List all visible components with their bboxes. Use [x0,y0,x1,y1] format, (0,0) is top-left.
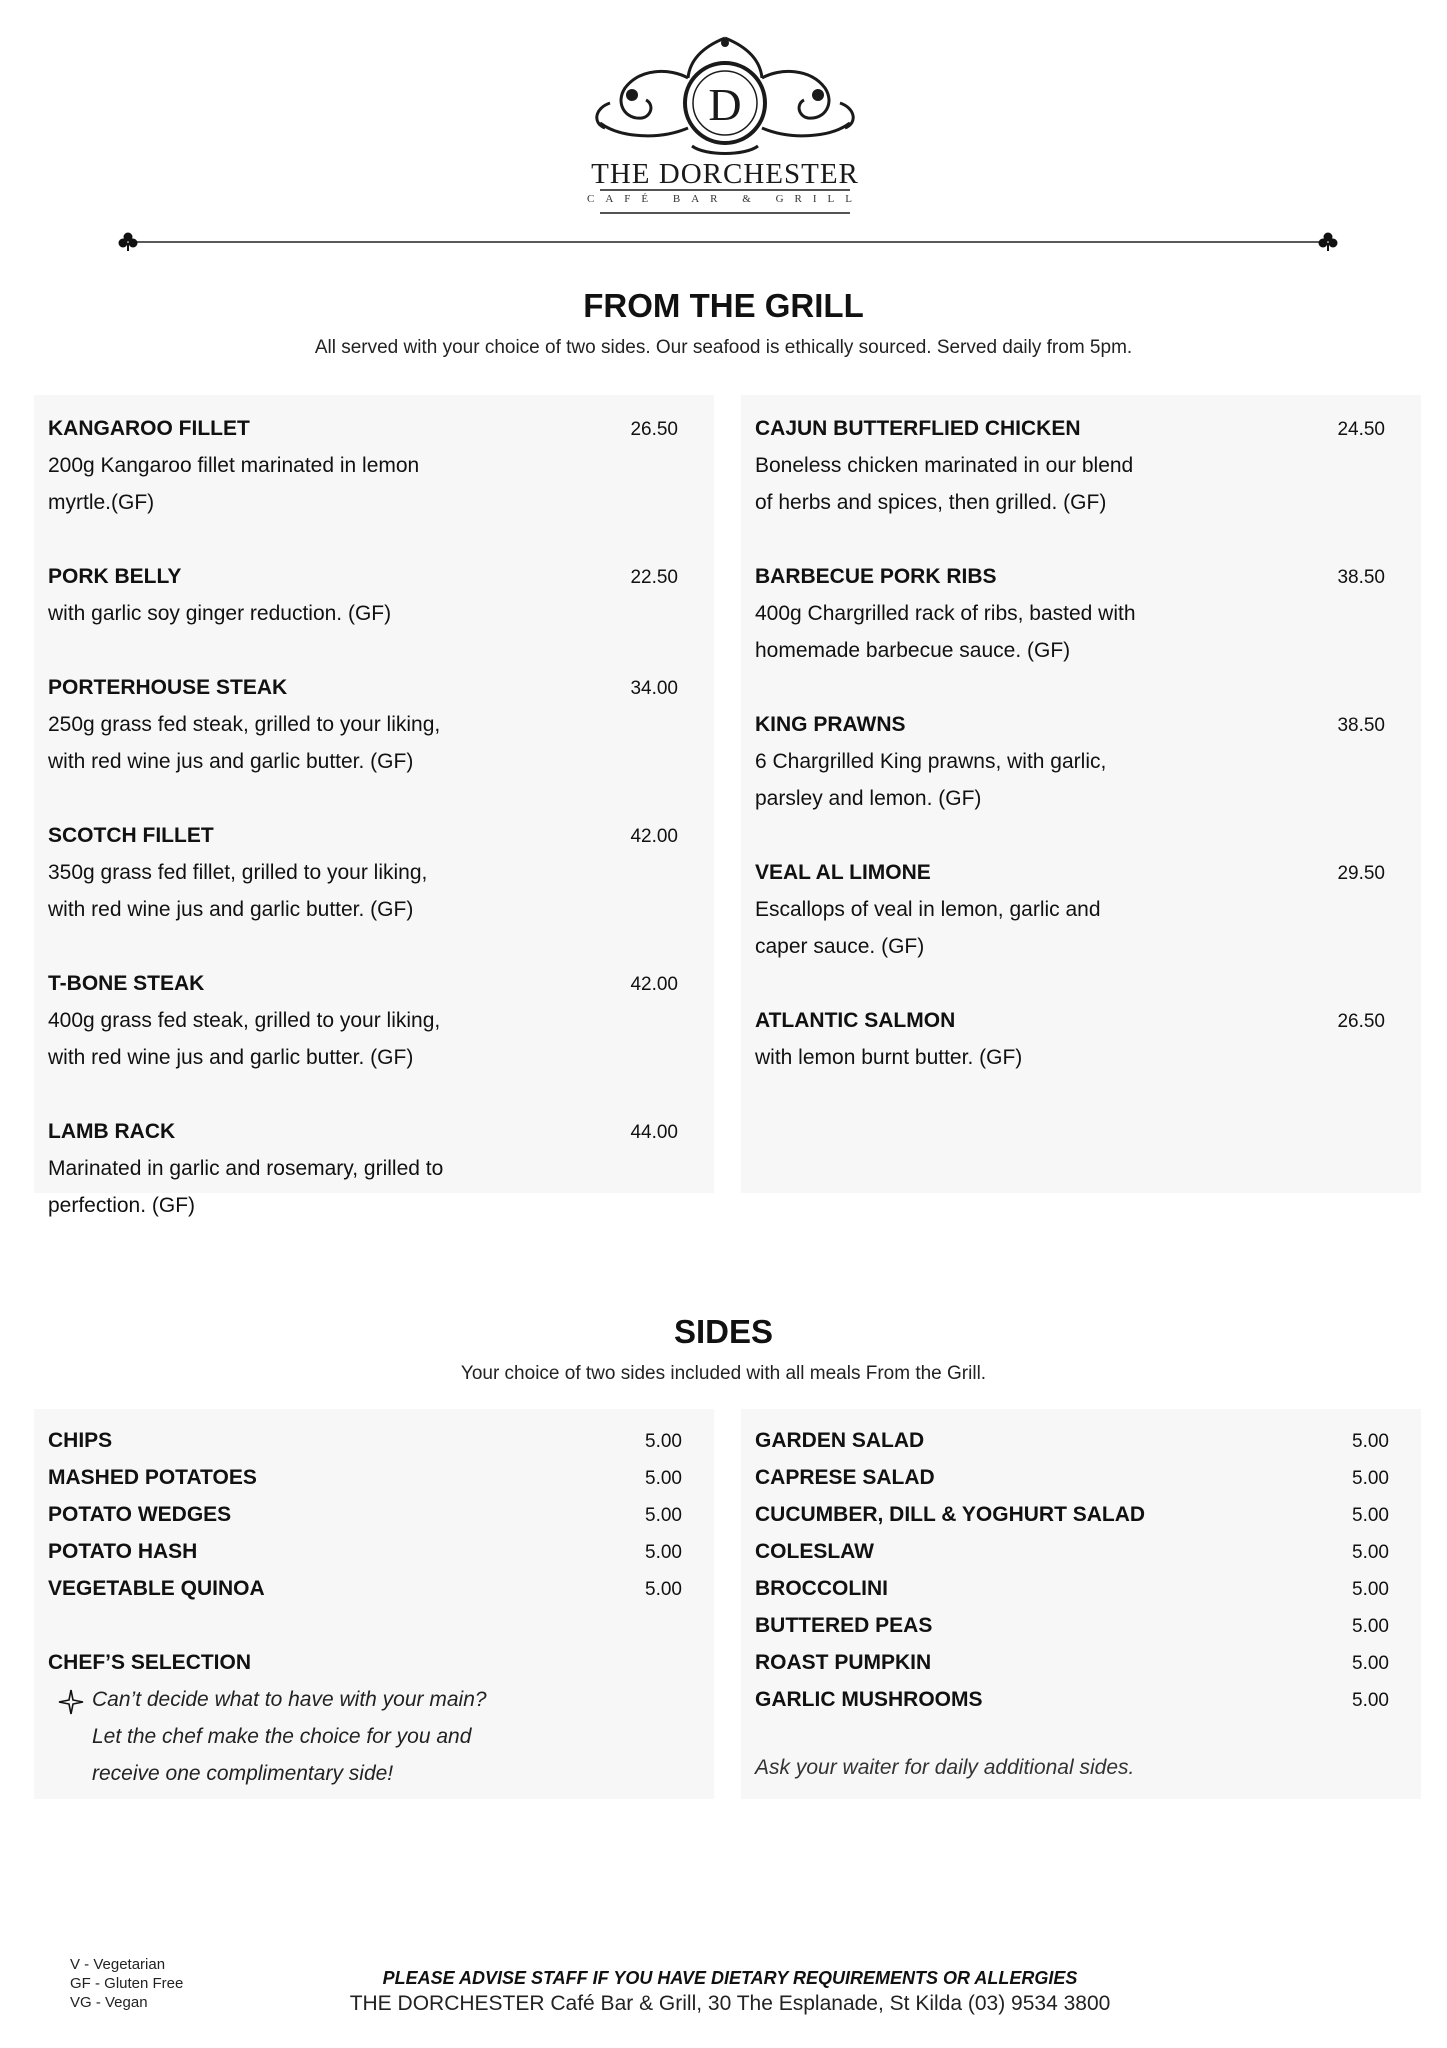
menu-item-description: of herbs and spices, then grilled. (GF) [755,491,1107,514]
side-item [34,1459,714,1496]
menu-item-name: KING PRAWNS [755,713,906,736]
side-item-price: 5.00 [1352,1690,1389,1711]
legend-item: VG - Vegan [70,1994,148,2011]
grill-left-panel [34,395,714,1217]
side-item-name: COLESLAW [755,1540,874,1563]
menu-item-price: 38.50 [1337,567,1385,588]
menu-item-description: with garlic soy ginger reduction. (GF) [48,602,392,625]
menu-item-price: 26.50 [1337,1011,1385,1032]
menu-item [741,1002,1421,1076]
menu-item-description: Marinated in garlic and rosemary, grilled to [48,1157,444,1180]
side-item-name: VEGETABLE QUINOA [48,1577,265,1600]
menu-item-name: KANGAROO FILLET [48,417,250,440]
side-item-name: ROAST PUMPKIN [755,1651,932,1674]
menu-item-name: PORTERHOUSE STEAK [48,676,288,699]
sides-title: SIDES [673,1313,774,1350]
side-item-price: 5.00 [1352,1653,1389,1674]
restaurant-logo [580,28,870,218]
menu-item-description: with red wine jus and garlic butter. (GF) [48,750,414,773]
restaurant-address: THE DORCHESTER Café Bar & Grill, 30 The Esplanade, St Kilda (03) 9534 3800 [349,1992,1111,2015]
side-item-name: CAPRESE SALAD [755,1466,935,1489]
sides-left-panel [34,1409,714,1799]
menu-item-header [755,558,1385,595]
chefs-selection-line: receive one complimentary side! [92,1762,394,1785]
header-divider [118,230,1338,254]
menu-item-description: 400g grass fed steak, grilled to your liking, [48,1009,441,1032]
side-item-name: POTATO HASH [48,1540,198,1563]
chefs-selection-line: Let the chef make the choice for you and [92,1725,472,1748]
menu-item-description: Escallops of veal in lemon, garlic and [755,898,1101,921]
side-item-price: 5.00 [645,1542,682,1563]
club-ornament-icon [119,233,138,252]
menu-item-price: 44.00 [630,1122,678,1143]
menu-item-name: VEAL AL LIMONE [755,861,931,884]
menu-item [34,558,714,632]
sides-subtitle: Your choice of two sides included with all meals From the Grill. [460,1363,987,1384]
side-item [741,1459,1421,1496]
menu-item-price: 38.50 [1337,715,1385,736]
menu-item-name: SCOTCH FILLET [48,824,214,847]
side-item [34,1496,714,1533]
menu-item-description: with red wine jus and garlic butter. (GF) [48,898,414,921]
chefs-selection-title: CHEF’S SELECTION [48,1651,252,1674]
side-item-price: 5.00 [1352,1579,1389,1600]
side-item-price: 5.00 [645,1505,682,1526]
menu-item-description: homemade barbecue sauce. (GF) [755,639,1071,662]
side-item-price: 5.00 [1352,1616,1389,1637]
side-item-name: GARLIC MUSHROOMS [755,1688,983,1711]
menu-item-header [48,817,678,854]
side-item-name: GARDEN SALAD [755,1429,925,1452]
side-item [34,1570,714,1607]
logo-name: THE DORCHESTER [591,158,859,190]
side-item-price: 5.00 [645,1431,682,1452]
side-item-price: 5.00 [645,1468,682,1489]
menu-item-header [48,1113,678,1150]
menu-item [34,965,714,1076]
side-item-name: BUTTERED PEAS [755,1614,933,1637]
sparkle-star-icon [58,1689,84,1715]
menu-item-price: 26.50 [630,419,678,440]
menu-item-name: LAMB RACK [48,1120,176,1143]
menu-item [34,1113,714,1224]
side-item-price: 5.00 [1352,1468,1389,1489]
menu-item-description: 200g Kangaroo fillet marinated in lemon myrtle.(GF) [48,454,420,514]
menu-item-description: with lemon burnt butter. (GF) [755,1046,1023,1069]
side-item [741,1681,1421,1718]
grill-subtitle: All served with your choice of two sides. Our seafood is ethically sourced. Served daily from 5pm. [314,337,1133,358]
menu-item [741,706,1421,817]
menu-item-description: parsley and lemon. (GF) [755,787,982,810]
grill-title: FROM THE GRILL [583,287,864,324]
menu-item-price: 22.50 [630,567,678,588]
side-item [741,1607,1421,1644]
menu-item-description: 400g Chargrilled rack of ribs, basted with [755,602,1136,625]
dietary-warning: PLEASE ADVISE STAFF IF YOU HAVE DIETARY REQUIREMENTS OR ALLERGIES [382,1968,1078,1988]
side-item [34,1533,714,1570]
menu-item-price: 42.00 [630,826,678,847]
side-item-name: POTATO WEDGES [48,1503,232,1526]
club-ornament-icon [1319,233,1338,252]
menu-item-description: Boneless chicken marinated in our blend [755,454,1134,477]
menu-item-header [48,669,678,706]
menu-item [741,558,1421,669]
menu-item-description: 350g grass fed fillet, grilled to your liking, [48,861,428,884]
menu-item-description: caper sauce. (GF) [755,935,925,958]
menu-item-name: T-BONE STEAK [48,972,205,995]
menu-item-header [48,558,678,595]
menu-item-price: 34.00 [630,678,678,699]
menu-item-name: BARBECUE PORK RIBS [755,565,997,588]
sides-right-panel [741,1409,1421,1799]
side-item [741,1570,1421,1607]
menu-item [741,410,1421,521]
menu-item-name: ATLANTIC SALMON [755,1009,956,1032]
menu-item-price: 29.50 [1337,863,1385,884]
side-item-name: MASHED POTATOES [48,1466,257,1489]
menu-item-name: PORK BELLY [48,565,182,588]
legend-item: GF - Gluten Free [70,1975,184,1992]
menu-item-header [755,410,1385,447]
sides-note: Ask your waiter for daily additional sides. [755,1756,1135,1779]
side-item-price: 5.00 [645,1579,682,1600]
menu-item-description: 6 Chargrilled King prawns, with garlic, [755,750,1107,773]
menu-item [741,854,1421,965]
menu-item-header [755,706,1385,743]
legend-item: V - Vegetarian [70,1956,166,1973]
side-item-name: CUCUMBER, DILL & YOGHURT SALAD [755,1503,1146,1526]
menu-item-description: with red wine jus and garlic butter. (GF) [48,1046,414,1069]
chefs-selection-line: Can’t decide what to have with your main? [92,1688,487,1711]
menu-item-header [755,854,1385,891]
menu-item [34,669,714,780]
side-item-price: 5.00 [1352,1505,1389,1526]
side-item [34,1422,714,1459]
menu-item-description: perfection. (GF) [48,1194,196,1217]
side-item-name: CHIPS [48,1429,113,1452]
side-item [741,1644,1421,1681]
menu-item-header [48,965,678,1002]
side-item-name: BROCCOLINI [755,1577,888,1600]
menu-item [34,410,714,521]
side-item-price: 5.00 [1352,1431,1389,1452]
menu-item-price: 42.00 [630,974,678,995]
side-item [741,1496,1421,1533]
chefs-selection [34,1644,714,1792]
menu-item-description: 250g grass fed steak, grilled to your liking, [48,713,441,736]
menu-item-header [48,410,678,447]
menu-item-header [755,1002,1385,1039]
side-item [741,1533,1421,1570]
svg-text:D: D [708,79,742,130]
side-item [741,1422,1421,1459]
menu-item [34,817,714,928]
dietary-legend [70,1955,183,2012]
grill-right-panel [741,395,1421,1193]
menu-item-price: 24.50 [1337,419,1385,440]
side-item-price: 5.00 [1352,1542,1389,1563]
menu-item-name: CAJUN BUTTERFLIED CHICKEN [755,417,1081,440]
logo-tagline: CAFÉ BAR & GRILL [587,193,863,205]
